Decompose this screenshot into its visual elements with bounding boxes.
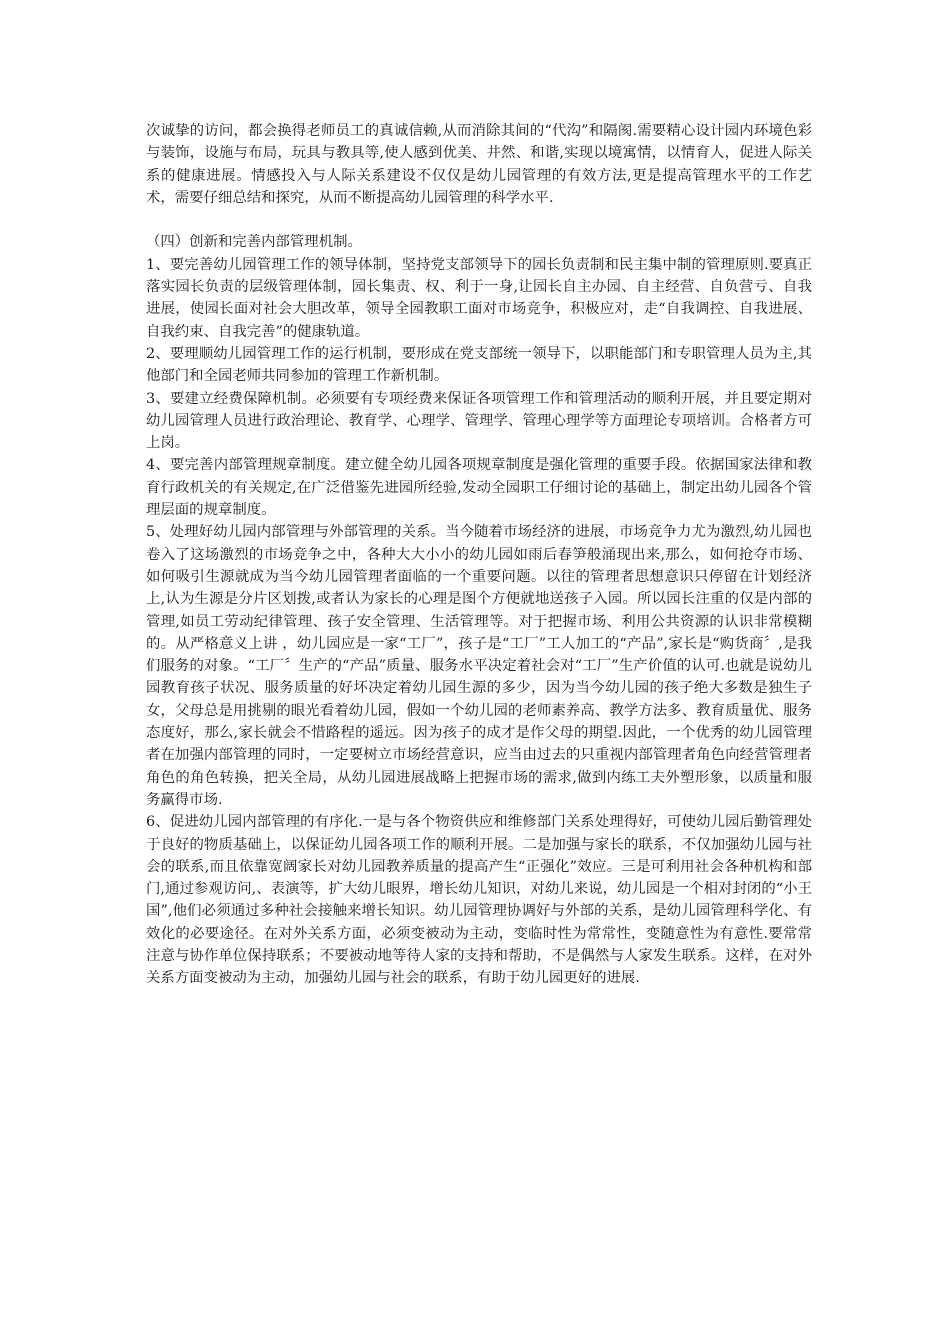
paragraph-item-5: 5、处理好幼儿园内部管理与外部管理的关系。当今随着市场经济的进展，市场竞争力尤为激烈,幼儿园也卷入了这场激烈的市场竞争之中，各种大大小小的幼儿园如雨后春笋般涌现出来,那么，如何抢夺市场、如何吸引生源就成为当今幼儿园管理者面临的一个重要问题。以往的管理者思想意识只停留在计划经济上,认为生源是分片区划拨,或者认为家长的心理是图个方便就地送孩子入园。所以园长注重的仅是内部的管理,如员工劳动纪律管理、孩子安全管理、生活管理等。对于把握市场、利用公共资源的认识非常模糊的。从严格意义上讲 ，幼儿园应是一家“工厂”，孩子是“工厂”工人加工的“产品”,家长是“购货商〞,是我们服务的对象。“工厂〞生产的“产品”质量、服务水平决定着社会对“工厂”生产价值的认可.也就是说幼儿园教育孩子状况、服务质量的好坏决定着幼儿园生源的多少，因为当今幼儿园的孩子绝大多数是独生子女，父母总是用挑剔的眼光看着幼儿园，假如一个幼儿园的老师素养高、教学方法多、教育质量优、服务态度好，那么,家长就会不惜路程的遥远。因为孩子的成才是作父母的期望.因此，一个优秀的幼儿园管理者在加强内部管理的同时，一定要树立市场经营意识，应当由过去的只重视内部管理者角色向经营管理者角色的角色转换，把关全局，从幼儿园进展战略上把握市场的需求,做到内练工夫外塑形象，以质量和服务赢得市场. — [146, 524, 812, 808]
paragraph-intro: 次诚挚的访问，都会换得老师员工的真诚信赖,从而消除其间的“代沟”和隔阂.需要精心设计园内环境色彩与装饰，设施与布局，玩具与教具等,使人感到优美、井然、和谐,实现以境寓情，以情育人，促进人际关系的健康进展。情感投入与人际关系建设不仅仅是幼儿园管理的有效方法,更是提高管理水平的工作艺术，需要仔细总结和探究，从而不断提高幼儿园管理的科学水平. — [146, 123, 812, 206]
paragraph-item-1: 1、要完善幼儿园管理工作的领导体制，坚持党支部领导下的园长负责制和民主集中制的管理原则.要真正落实园长负责的层级管理体制，园长集责、权、利于一身,让园长自主办园、自主经营、自负营亏、自我进展，使园长面对社会大胆改革，领导全园教职工面对市场竞争，积极应对，走“自我调控、自我进展、自我约束、自我完善”的健康轨道。 — [146, 256, 812, 340]
paragraph-item-4: 4、要完善内部管理规章制度。建立健全幼儿园各项规章制度是强化管理的重要手段。依据国家法律和教育行政机关的有关规定,在广泛借鉴先进园所经验,发动全园职工仔细讨论的基础上，制定出幼儿园各个管理层面的规章制度。 — [146, 457, 812, 519]
paragraph-spacer — [146, 209, 812, 231]
paragraph-item-3: 3、要建立经费保障机制。必须要有专项经费来保证各项管理工作和管理活动的顺利开展，并且要定期对幼儿园管理人员进行政治理论、教育学、心理学、管理学、管理心理学等方面理论专项培训。合格者方可上岗。 — [146, 390, 812, 452]
section-heading: （四）创新和完善内部管理机制。 — [146, 234, 362, 251]
paragraph-item-2: 2、要理顺幼儿园管理工作的运行机制，要形成在党支部统一领导下，以职能部门和专职管理人员为主,其他部门和全园老师共同参加的管理工作新机制。 — [146, 345, 812, 385]
document-body — [146, 120, 812, 990]
paragraph-item-6: 6、促进幼儿园内部管理的有序化.一是与各个物资供应和维修部门关系处理得好，可使幼儿园后勤管理处于良好的物质基础上，以保证幼儿园各项工作的顺利开展。二是加强与家长的联系，不仅加强幼儿园与社会的联系,而且依靠宽阔家长对幼儿园教养质量的提高产生“正强化”效应。三是可利用社会各种机构和部门,通过参观访问,、表演等，扩大幼儿眼界，增长幼儿知识，对幼儿来说，幼儿园是一个相对封闭的“小王国”,他们必须通过多种社会接触来增长知识。幼儿园管理协调好与外部的关系，是幼儿园管理科学化、有效化的必要途径。在对外关系方面，必须变被动为主动，变临时性为常常性，变随意性为有意性.要常常注意与协作单位保持联系；不要被动地等待人家的支持和帮助，不是偶然与人家发生联系。这样，在对外关系方面变被动为主动，加强幼儿园与社会的联系，有助于幼儿园更好的进展. — [146, 814, 812, 987]
